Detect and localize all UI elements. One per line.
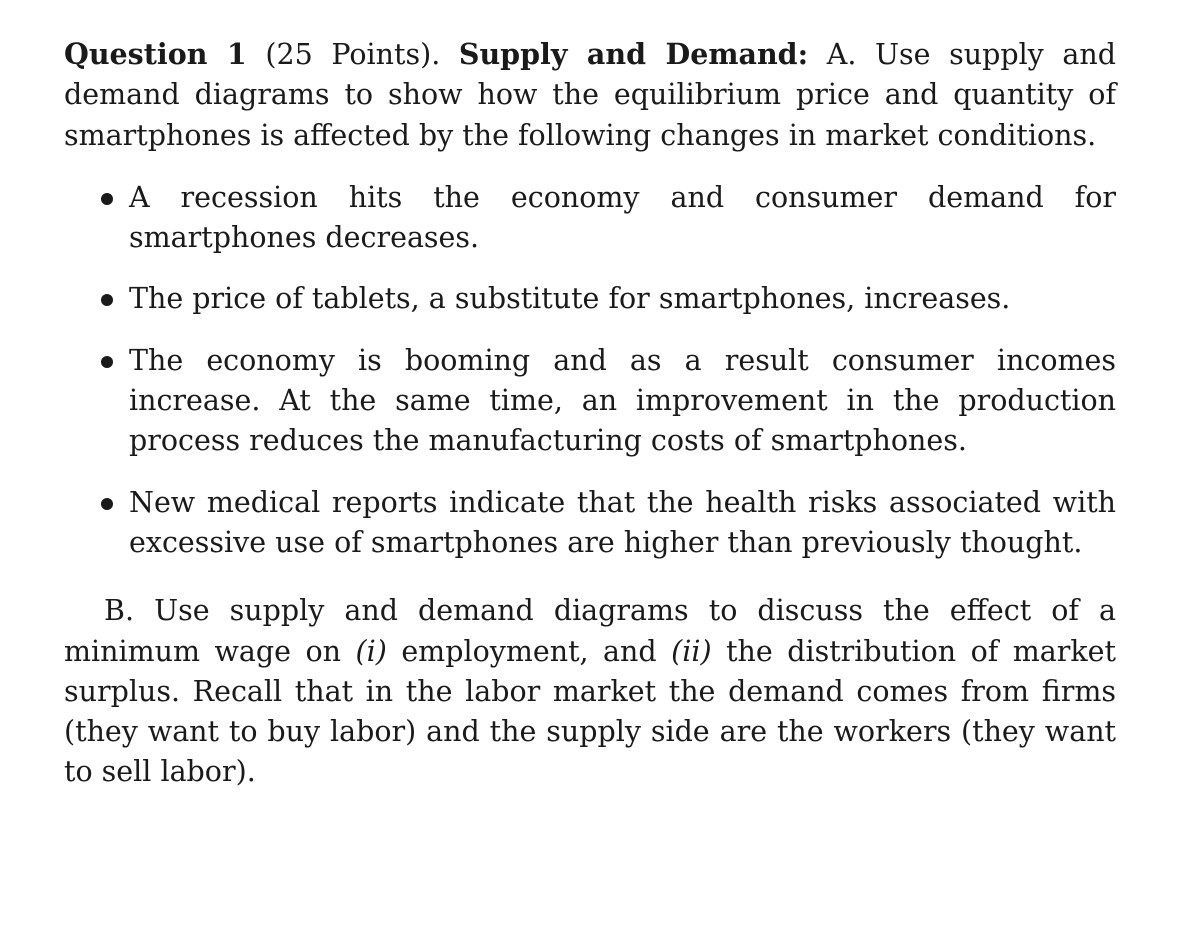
item-ii-marker: (ii)	[671, 634, 712, 668]
bullet-icon	[101, 294, 113, 306]
scenario-item	[64, 341, 1116, 462]
part-a-intro: A. Use supply and demand diagrams to show how the equilibrium price and quantity of smartphones is affected by the following changes in market conditions.	[64, 38, 1116, 152]
bullet-icon	[101, 498, 113, 510]
question-document	[64, 34, 1116, 793]
question-points: (25 Points).	[265, 38, 441, 71]
scenario-text: The price of tablets, a substitute for smartphones, increases.	[129, 282, 1011, 316]
question-label: Question 1	[64, 37, 247, 71]
part-b-tail: the distribution of market surplus. Recall that in the labor market the demand comes from firms (they want to buy labor) and the supply side are the workers (they want to sell labor).	[64, 634, 1116, 789]
scenario-item	[64, 483, 1116, 564]
question-header-paragraph	[64, 34, 1116, 156]
question-topic: Supply and Demand:	[458, 37, 809, 71]
part-b-lead: B. Use supply and demand diagrams to discuss the effect of a minimum wage on	[64, 594, 1116, 668]
scenario-item	[64, 178, 1116, 259]
scenario-item	[64, 279, 1116, 319]
part-b-paragraph	[64, 591, 1116, 792]
scenario-text: New medical reports indicate that the health risks associated with excessive use of smartphones are higher than previously thought.	[129, 485, 1116, 559]
bullet-icon	[101, 193, 113, 205]
scenario-list	[64, 178, 1116, 563]
bullet-icon	[101, 356, 113, 368]
item-i-marker: (i)	[355, 634, 387, 668]
item-i-text: employment, and	[401, 634, 657, 668]
scenario-text: The economy is booming and as a result consumer incomes increase. At the same time, an improvement in the production process reduces the manufacturing costs of smartphones.	[129, 343, 1116, 458]
scenario-text: A recession hits the economy and consumer demand for smartphones decreases.	[129, 180, 1116, 255]
